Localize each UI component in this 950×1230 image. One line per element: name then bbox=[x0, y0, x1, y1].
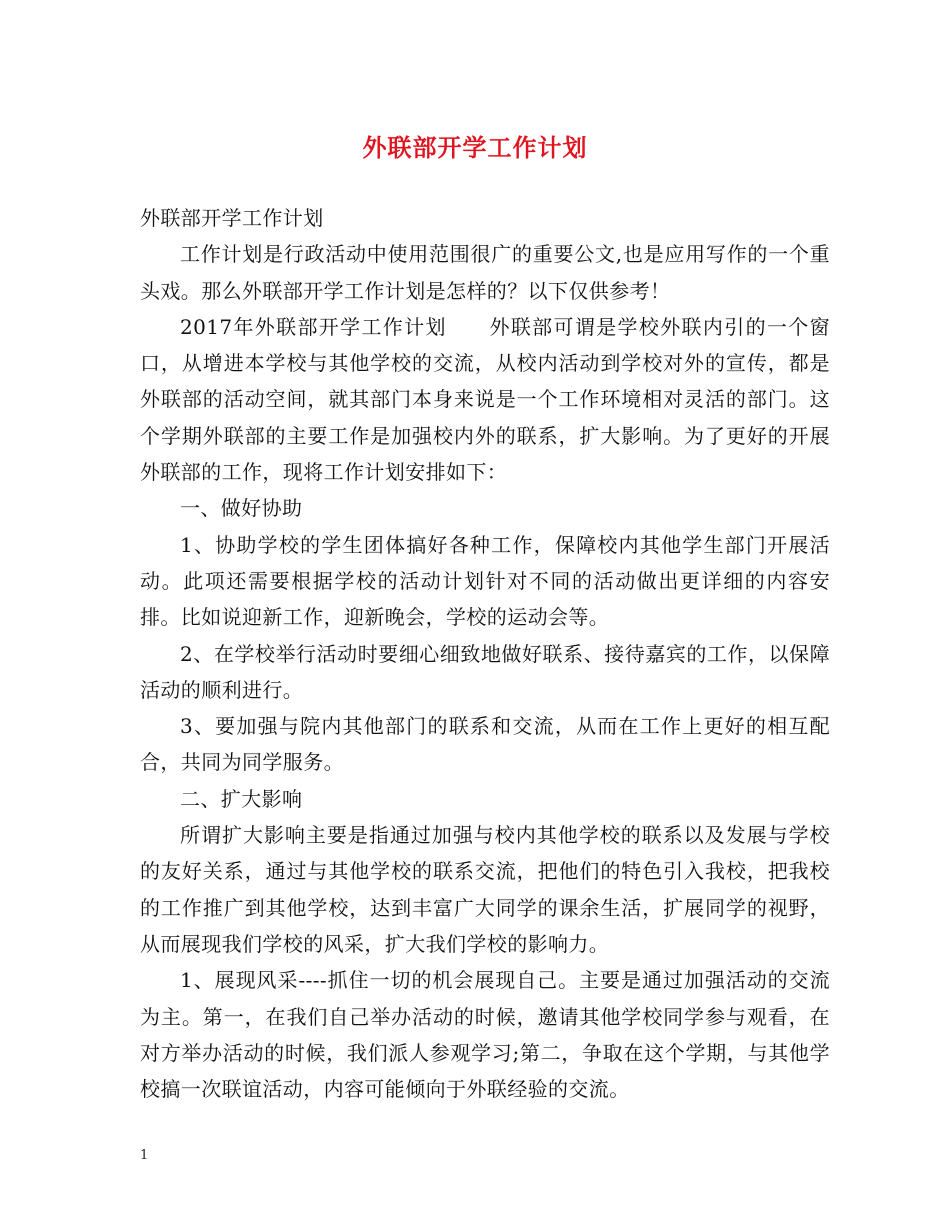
paragraph: 所谓扩大影响主要是指通过加强与校内其他学校的联系以及发展与学校的友好关系，通过与其他学校的联系交流，把他们的特色引入我校，把我校的工作推广到其他学校，达到丰富广大同学的课余生活，扩展同学的视野，从而展现我们学校的风采，扩大我们学校的影响力。 bbox=[140, 823, 830, 956]
document-body bbox=[140, 200, 830, 1107]
paragraph: 2017年外联部开学工作计划 外联部可谓是学校外联内引的一个窗口，从增进本学校与其他学校的交流，从校内活动到学校对外的宣传，都是外联部的活动空间，就其部门本身来说是一个工作环境相对灵活的部门。这个学期外联部的主要工作是加强校内外的联系，扩大影响。为了更好的开展外联部的工作，现将工作计划安排如下： bbox=[140, 314, 830, 485]
section-heading: 一、做好协助 bbox=[180, 496, 303, 521]
paragraph: 1、展现风采----抓住一切的机会展现自己。主要是通过加强活动的交流为主。第一，在我们自己举办活动的时候，邀请其他学校同学参与观看，在对方举办活动的时候，我们派人参观学习;第二，争取在这个学期，与其他学校搞一次联谊活动，内容可能倾向于外联经验的交流。 bbox=[140, 968, 830, 1102]
page-number: 1 bbox=[140, 1148, 149, 1163]
paragraph: 3、要加强与院内其他部门的联系和交流，从而在工作上更好的相互配合，共同为同学服务。 bbox=[140, 714, 830, 775]
paragraph: 外联部开学工作计划 bbox=[140, 206, 324, 230]
document-title: 外联部开学工作计划 bbox=[362, 133, 588, 162]
paragraph: 2、在学校举行活动时要细心细致地做好联系、接待嘉宾的工作，以保障活动的顺利进行。 bbox=[140, 641, 830, 702]
paragraph: 1、协助学校的学生团体搞好各种工作，保障校内其他学生部门开展活动。此项还需要根据学校的活动计划针对不同的活动做出更详细的内容安排。比如说迎新工作，迎新晚会，学校的运动会等。 bbox=[140, 532, 830, 630]
paragraph: 工作计划是行政活动中使用范围很广的重要公文,也是应用写作的一个重头戏。那么外联部开学工作计划是怎样的？以下仅供参考！ bbox=[140, 242, 830, 303]
section-heading: 二、扩大影响 bbox=[180, 786, 303, 811]
